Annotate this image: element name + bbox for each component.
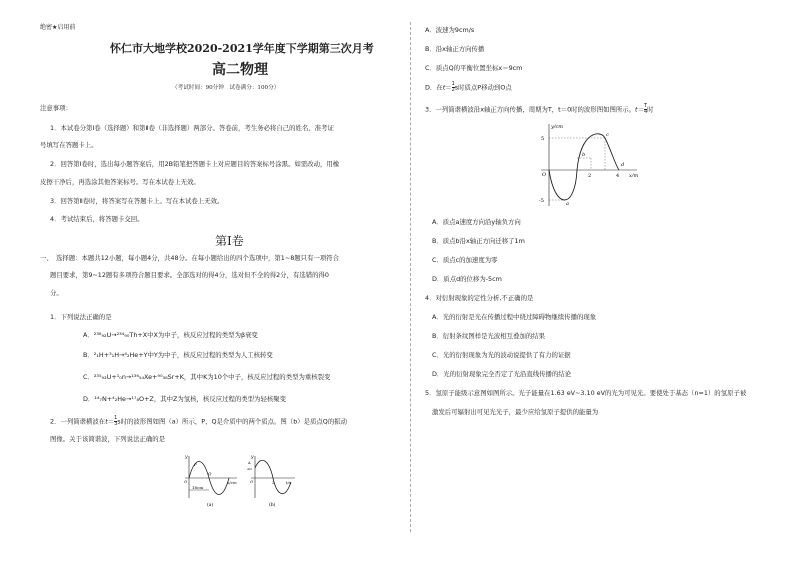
q2-option-c: C．质点Q的平衡位置坐标x＝9cm [425,64,523,72]
q2b-t-tick: 2 [272,480,275,485]
q2-option-b: B．沿x轴正方向传播 [425,45,485,53]
school-title: 怀仁市大地学校2020-2021学年度下学期第三次月考 [110,42,374,55]
q1-a-text: 中X为中子，核反应过程的类型为β衰变 [147,331,258,339]
q1-c-text: ，其中K为10个中子，核反应过程的类型为重核裂变 [183,373,331,381]
q3-stem [425,104,654,115]
q2a-x-label: x/cm [227,480,237,485]
note-4: 4．考试结束后，将答题卡交回。 [50,215,144,223]
q2d-frac-num: 1 [451,81,455,87]
q1-d-equation: ¹⁴₇N+⁴₂He→¹⁷₈O+Z [94,395,154,403]
q3-stem-post: 时 [647,105,654,114]
q2a-y-label: y [185,455,188,460]
q1-c-equation: ²³⁵₉₂U+¹₀n→¹³⁶₅₄Xe+⁹⁰₃₈Sr+K [93,373,184,381]
q3-wave-figure [535,120,645,210]
q3-wave [549,134,619,200]
q2-figures [175,452,300,510]
q2d-eq: ＝ [445,83,452,92]
q2a-caption: (a) [207,503,214,508]
q4-stem: 4．对衍射现象的定性分析,不正确的是 [425,294,534,302]
q2-eq: ＝ [107,417,115,426]
q2-stem-line2: 图像。关于该简谐波，下列说法正确的是 [50,435,166,443]
q2a-dim-label: 18cm [192,485,204,490]
q2-frac-den: 3 [114,421,118,427]
note-1b: 号填写在答题卡上。 [40,141,98,149]
q2b-caption: (b) [269,503,276,508]
q1-option-a [83,331,258,339]
q3-eq: ＝ [637,105,644,114]
q1-option-d [83,395,286,403]
section-instructions-2: 题目要求，第9~12题有多项符合题目要求。全部选对的得4分，选对但不全的得2分，有选错的得0 [50,271,329,279]
q2b-y-label: y [251,455,254,460]
note-3: 3．回答第Ⅱ卷时，将答案写在答题卡上。写在本试卷上无效。 [50,197,224,205]
q2-stem-pre: 2．一列简谐横波在 [50,417,106,426]
q1-d-text: ，其中Z为氢核，核反应过程的类型为轻核聚变 [153,395,287,403]
q3-origin: O [542,172,547,178]
q3-t-var: t [635,105,638,114]
q2b-origin: O [250,479,254,484]
q3-frac-den: 4 [643,109,648,115]
q3-option-d: D．质点d的位移为-5cm [432,275,502,283]
q1-stem: 1．下列说法正确的是 [50,313,112,321]
q1-c-label: C． [83,373,94,381]
q2-t-var: t [105,417,108,426]
section-instructions-3: 分。 [50,289,63,297]
q3-point-a: a [566,201,569,207]
q3-option-b: B．质点b沿x轴正方向迁移了1m [432,237,525,245]
exam-info: （考试时间：90分钟 试卷满分：100分） [172,85,280,91]
q3-y-bottom: -5 [539,198,544,204]
q3-option-a: A．质点a速度方向沿y轴负方向 [432,218,521,226]
subject-title: 高二物理 [212,62,268,78]
q3-x-label: x/m [629,173,639,179]
q3-x-tick-2: 2 [588,173,592,179]
q1-b-text: 中Y为中子，核反应过程的类型为人工核转变 [147,351,273,359]
q3-x-tick-4: 4 [616,173,620,179]
q3-option-c: C．质点c的加速度为零 [432,256,498,264]
q2-frac-num: 1 [114,415,118,421]
q1-a-equation: ²³⁸₉₂U→²³⁴₉₀Th+X [93,331,148,339]
note-2a: 2．回答第Ⅰ卷时，选出每小题答案后，用2B铅笔把答题卡上对应题目的答案标号涂黑。如需改动，用橡 [50,160,340,168]
column-divider [410,22,411,532]
q4-option-a: A．光的衍射是光在传播过程中绕过障碍物继续传播的现象 [432,313,597,321]
q2b-amp-label: A [248,461,251,465]
q2d-frac-den: 2 [451,87,455,93]
q3-y-label: y/cm [551,124,564,130]
q2a-origin: O [184,479,188,484]
q1-option-b [83,351,273,359]
q4-option-d: D．光的衍射现象完全否定了光沿直线传播的结论 [432,370,572,378]
q1-b-equation: ²₁H+³₁H→⁴₂He+Y [93,351,148,359]
q2a-point-p: P [194,462,197,467]
q1-b-label: B． [83,351,94,359]
note-2b: 皮擦干净后，再选涂其他答案标号。写在本试卷上无效。 [40,178,200,186]
notes-heading: 注意事项： [40,104,72,112]
section-title: 第Ⅰ卷 [215,234,244,248]
q3-stem-pre: 3．一列简谐横波沿x轴正方向传播，周期为T，t＝0时的波形图如图所示。 [425,105,636,114]
q2-stem-line1 [50,416,347,427]
confidential-mark: 绝密★启用前 [40,24,76,31]
q2d-t-var: t [442,83,446,92]
q2b-x-label: t/s [286,480,292,485]
q4-option-b: B．衍射条纹图样是光波相互叠加的结果 [432,332,546,340]
q2-option-a: A．波速为9cm/s [425,26,475,34]
q2a-point-q: Q [208,471,212,476]
q5-stem-line2: 激发后可辐射出可见光光子，最少应给氢原子提供的能量为 [432,408,599,416]
q2d-post: s时质点P移动到O点 [454,83,512,92]
q2b-wave [255,460,291,493]
section-instructions-1: 一、 选择题：本题共12小题，每小题4分，共48分。在每小题给出的四个选项中，第1~8题只有一项符合 [40,254,340,262]
q3-y-top: 5 [541,136,545,142]
q3-frac-num: T [644,103,648,109]
q5-stem-line1: 5．氢原子能级示意图如图所示。光子能量在1.63 eV~3.10 eV的光为可见光。要使处于基态（n=1）的氢原子被 [425,389,747,397]
note-1a: 1．本试卷分第Ⅰ卷（选择题）和第Ⅱ卷（非选择题）两部分。答卷前，考生务必将自己的姓名、准考证 [50,124,334,132]
q1-a-label: A． [83,331,94,339]
q1-d-label: D． [83,395,95,403]
q4-option-c: C．光的衍射现象为光的波动说提供了有力的证据 [432,351,571,359]
q3-point-b: b [582,152,586,158]
q1-option-c [83,373,330,381]
q3-point-d: d [621,162,625,168]
q2-stem-post: s时的波形图如图（a）所示，P、Q是介质中的两个质点。图（b）是质点Q的振动 [117,417,348,426]
q2b-half-amp-label: A/2 [247,467,253,471]
q2-option-d [425,82,512,93]
q2d-pre: D．在 [425,83,443,92]
q3-point-c: c [606,132,609,138]
